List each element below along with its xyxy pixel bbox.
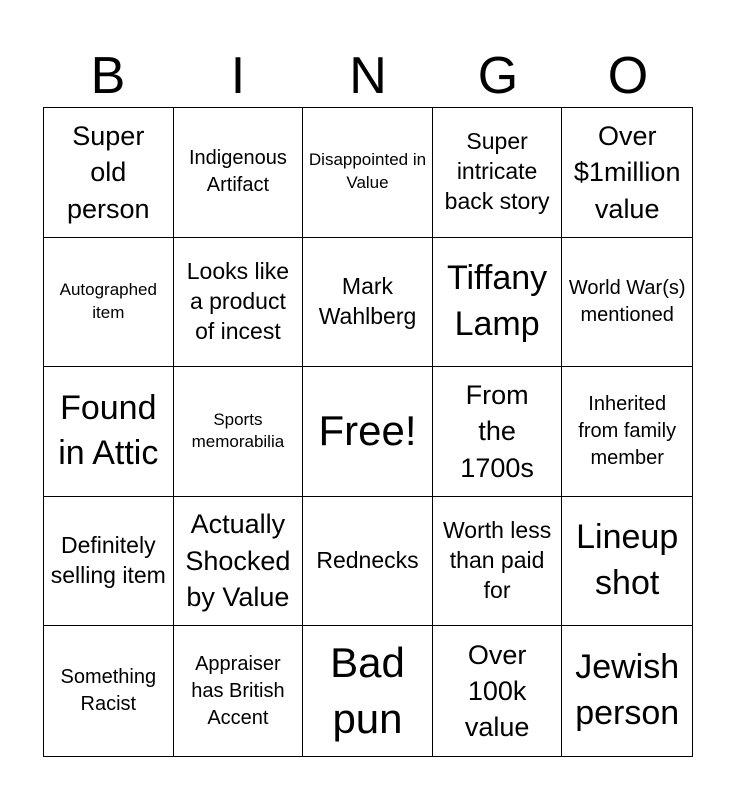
cell-text: Inherited from family member	[578, 392, 677, 469]
header-letter-o: O	[607, 47, 649, 105]
bingo-cell[interactable]	[433, 497, 563, 627]
cell-text: Something Racist	[60, 666, 157, 716]
cell-text: From the 1700s	[460, 379, 534, 483]
bingo-cell[interactable]	[174, 497, 304, 627]
cell-text: Lineup shot	[576, 518, 679, 603]
bingo-cell[interactable]	[303, 238, 433, 368]
bingo-cell[interactable]	[174, 108, 304, 238]
bingo-cell[interactable]	[174, 367, 304, 497]
cell-text: Actually Shocked by Value	[185, 509, 291, 613]
bingo-board	[43, 107, 693, 757]
cell-text: Jewish person	[575, 648, 680, 733]
cell-text: Indigenous Artifact	[188, 147, 287, 197]
bingo-header	[43, 46, 693, 106]
cell-text: Found in Attic	[58, 388, 159, 473]
bingo-cell[interactable]	[303, 497, 433, 627]
bingo-cell[interactable]	[174, 238, 304, 368]
cell-text: World War(s) mentioned	[568, 276, 686, 326]
cell-text: Super old person	[67, 120, 150, 224]
bingo-cell[interactable]	[562, 497, 692, 627]
bingo-cell[interactable]	[562, 238, 692, 368]
cell-text: Bad pun	[330, 638, 405, 743]
bingo-cell[interactable]	[303, 626, 433, 756]
bingo-cell[interactable]	[44, 108, 174, 238]
free-space-cell[interactable]	[303, 367, 433, 497]
bingo-cell[interactable]	[433, 626, 563, 756]
bingo-cell[interactable]	[174, 626, 304, 756]
bingo-cell[interactable]	[562, 108, 692, 238]
cell-text: Over 100k value	[464, 639, 530, 743]
free-space-text: Free!	[318, 407, 417, 455]
bingo-cell[interactable]	[44, 626, 174, 756]
bingo-cell[interactable]	[44, 497, 174, 627]
bingo-cell[interactable]	[44, 367, 174, 497]
cell-text: Disappointed in Value	[308, 150, 427, 193]
cell-text: Rednecks	[316, 547, 419, 574]
cell-text: Definitely selling item	[50, 532, 166, 589]
bingo-cell[interactable]	[44, 238, 174, 368]
cell-text: Autographed item	[59, 279, 157, 322]
cell-text: Appraiser has British Accent	[191, 652, 285, 729]
bingo-cell[interactable]	[562, 626, 692, 756]
header-letter-b: B	[90, 47, 126, 105]
bingo-cell[interactable]	[303, 108, 433, 238]
cell-text: Worth less than paid for	[442, 517, 552, 604]
cell-text: Mark Wahlberg	[318, 273, 417, 329]
cell-text: Looks like a product of incest	[186, 258, 290, 344]
cell-text: Super intricate back story	[444, 128, 550, 215]
cell-text: Sports memorabilia	[191, 409, 285, 452]
bingo-cell[interactable]	[433, 108, 563, 238]
header-letter-i: I	[230, 47, 246, 105]
header-letter-n: N	[349, 47, 387, 105]
cell-text: Tiffany Lamp	[447, 259, 548, 343]
cell-text: Over $1million value	[573, 120, 681, 224]
bingo-cell[interactable]	[433, 367, 563, 497]
bingo-cell[interactable]	[433, 238, 563, 368]
bingo-cell[interactable]	[562, 367, 692, 497]
header-letter-g: G	[477, 47, 519, 105]
